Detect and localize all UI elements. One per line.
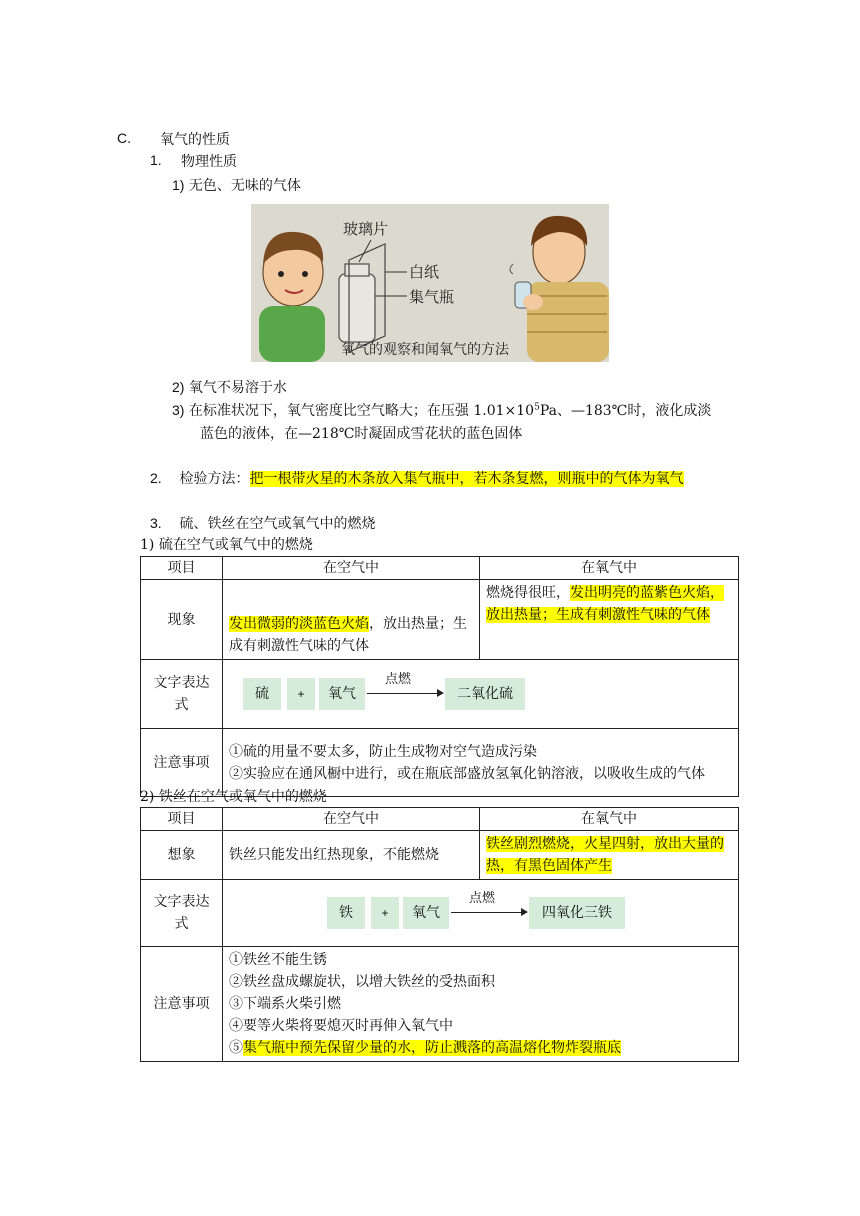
plus-sign: + bbox=[371, 897, 399, 929]
physical-item-3: 3) 在标准状况下，氧气密度比空气略大；在压强 $1.01\times 10^5Pa$、—183℃时，液化成淡 bbox=[172, 402, 712, 419]
reactant-oxygen: 氧气 bbox=[319, 678, 365, 710]
physical-item-1: 1) 无色、无味的气体 bbox=[172, 177, 301, 194]
test-method: 2. 检验方法：把一根带火星的木条放入集气瓶中，若木条复燃，则瓶中的气体为氧气 bbox=[150, 470, 684, 487]
oxygen-observation-illustration bbox=[251, 204, 609, 362]
sulfur-equation-cell bbox=[223, 660, 739, 729]
sulfur-notes: ①硫的用量不要太多，防止生成物对空气造成污染 ②实验应在通风橱中进行，或在瓶底部盛放氢氧化钠溶液，以吸收生成的气体 bbox=[223, 729, 739, 797]
gas-jar-figure bbox=[339, 240, 407, 352]
notes-label: 注意事项 bbox=[141, 947, 223, 1062]
label-glass-plate: 玻璃片 bbox=[343, 220, 389, 238]
sulfur-table bbox=[140, 556, 739, 797]
label-white-paper: 白纸 bbox=[409, 263, 440, 281]
header-air: 在空气中 bbox=[223, 808, 480, 831]
arrow-head-icon bbox=[437, 689, 444, 697]
header-oxygen: 在氧气中 bbox=[480, 557, 739, 580]
phenomenon-oxygen: 铁丝剧烈燃烧，火星四射，放出大量的热，有黑色固体产生 bbox=[480, 831, 739, 880]
illustration-caption: 氧气的观察和闻氧气的方法 bbox=[341, 342, 509, 358]
plus-sign: + bbox=[287, 678, 315, 710]
product-so2: 二氧化硫 bbox=[445, 678, 525, 710]
section-title: 氧气的性质 bbox=[160, 132, 230, 148]
iron-heading: 2) 铁丝在空气或氧气中的燃烧 bbox=[140, 789, 327, 805]
condition-ignite: 点燃 bbox=[469, 891, 496, 906]
condition-ignite: 点燃 bbox=[385, 672, 412, 687]
phenomenon-label: 现象 bbox=[141, 580, 223, 660]
physical-num: 1. bbox=[150, 152, 162, 168]
header-air: 在空气中 bbox=[223, 557, 480, 580]
boy-left-figure bbox=[259, 232, 325, 362]
sulfur-heading: 1) 硫在空气或氧气中的燃烧 bbox=[140, 537, 313, 553]
equation-label: 文字表达式 bbox=[141, 880, 223, 947]
product-fe3o4: 四氧化三铁 bbox=[529, 897, 625, 929]
iron-table bbox=[140, 807, 739, 1062]
reaction-arrow bbox=[451, 912, 523, 913]
notes-label: 注意事项 bbox=[141, 729, 223, 797]
physical-title: 物理性质 bbox=[181, 154, 237, 170]
phenomenon-air: 发出微弱的淡蓝色火焰，放出热量；生成有刺激性气味的气体 bbox=[223, 580, 480, 660]
phenomenon-air: 铁丝只能发出红热现象，不能燃烧 bbox=[223, 831, 480, 880]
phenomenon-label: 想象 bbox=[141, 831, 223, 880]
header-item: 项目 bbox=[141, 808, 223, 831]
phenomenon-oxygen: 燃烧得很旺，发出明亮的蓝紫色火焰，放出热量；生成有刺激性气味的气体 bbox=[480, 580, 739, 660]
iron-equation-cell bbox=[223, 880, 739, 947]
reactant-oxygen: 氧气 bbox=[403, 897, 449, 929]
header-oxygen: 在氧气中 bbox=[480, 808, 739, 831]
header-item: 项目 bbox=[141, 557, 223, 580]
reaction-arrow bbox=[367, 693, 439, 694]
physical-item-3-cont: 蓝色的液体，在—218℃时凝固成雪花状的蓝色固体 bbox=[200, 426, 523, 442]
iron-notes: ①铁丝不能生锈 ②铁丝盘成螺旋状，以增大铁丝的受热面积 ③下端系火柴引燃 ④要等火柴将要熄灭时再伸入氧气中 ⑤集气瓶中预先保留少量的水，防止溅落的高温熔化物炸裂瓶底 bbox=[223, 947, 739, 1062]
physical-item-2: 2) 氧气不易溶于水 bbox=[172, 379, 287, 396]
label-gas-bottle: 集气瓶 bbox=[409, 288, 455, 306]
reactant-iron: 铁 bbox=[327, 897, 365, 929]
equation-label: 文字表达式 bbox=[141, 660, 223, 729]
combustion-heading: 3. 硫、铁丝在空气或氧气中的燃烧 bbox=[150, 515, 376, 532]
arrow-head-icon bbox=[521, 908, 528, 916]
reactant-sulfur: 硫 bbox=[243, 678, 281, 710]
section-letter: C. bbox=[117, 130, 131, 146]
boy-right-figure bbox=[510, 216, 609, 362]
